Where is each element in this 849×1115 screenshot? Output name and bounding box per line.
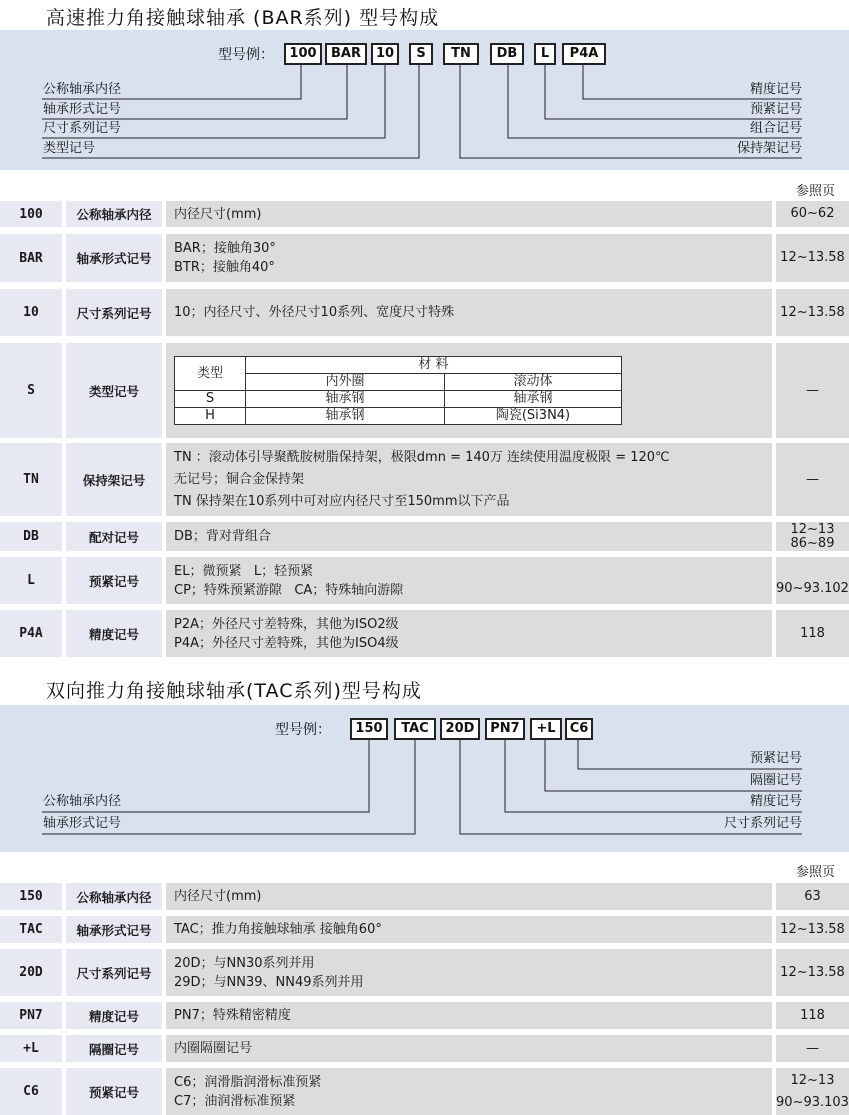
row-desc: 内径尺寸(mm)	[166, 883, 772, 910]
table-row	[0, 610, 849, 657]
mat-inner-outer: 轴承钢	[246, 391, 445, 408]
row-code: L	[0, 557, 62, 604]
row-desc: C6；润滑脂润滑标准预紧 C7；油润滑标准预紧	[166, 1068, 772, 1115]
table-row	[0, 557, 849, 604]
code-box: 100	[284, 43, 322, 65]
table-row	[0, 289, 849, 336]
row-name: 类型记号	[66, 343, 162, 438]
left-label: 公称轴承内径	[43, 82, 122, 97]
mat-inner-outer: 轴承钢	[246, 408, 445, 425]
row-ref: 118	[776, 610, 849, 657]
mat-type: S	[175, 391, 246, 408]
code-box: +L	[530, 718, 562, 740]
row-name: 精度记号	[66, 610, 162, 657]
code-box: 10	[371, 43, 399, 65]
row-desc	[166, 343, 772, 438]
code-box: BAR	[325, 43, 367, 65]
code-box: P4A	[562, 43, 606, 65]
row-ref: 12~13.58	[776, 234, 849, 282]
table-row	[0, 1068, 849, 1115]
mat-type: H	[175, 408, 246, 425]
right-label: 尺寸系列记号	[723, 816, 802, 831]
row-ref: 12~13.58	[776, 289, 849, 336]
tac-section-title: 双向推力角接触球轴承(TAC系列)型号构成	[46, 680, 422, 702]
row-code: 100	[0, 201, 62, 227]
example-label: 型号例：	[275, 722, 331, 738]
mat-rolling: 轴承钢	[445, 391, 622, 408]
code-box: L	[534, 43, 556, 65]
row-desc: DB；背对背组合	[166, 522, 772, 551]
row-name: 轴承形式记号	[66, 234, 162, 282]
row-desc: 内圈隔圈记号	[166, 1035, 772, 1062]
row-code: BAR	[0, 234, 62, 282]
row-ref: —	[776, 443, 849, 516]
row-name: 配对记号	[66, 522, 162, 551]
row-ref: —	[776, 343, 849, 438]
row-ref: 12~13 86~89	[776, 522, 849, 551]
right-label: 隔圈记号	[749, 773, 802, 788]
material-table	[174, 356, 622, 425]
left-label: 轴承形式记号	[43, 816, 122, 831]
row-desc: 20D；与NN30系列并用 29D；与NN39、NN49系列并用	[166, 949, 772, 996]
left-label: 尺寸系列记号	[43, 121, 122, 136]
ref-page-header: 参照页	[795, 184, 835, 199]
right-label: 精度记号	[749, 794, 802, 809]
code-box: S	[409, 43, 433, 65]
row-desc: P2A；外径尺寸差特殊，其他为ISO2级 P4A；外径尺寸差特殊，其他为ISO4级	[166, 610, 772, 657]
right-label: 组合记号	[749, 121, 802, 136]
bar-section-title: 高速推力角接触球轴承 (BAR系列) 型号构成	[46, 7, 440, 29]
row-name: 轴承形式记号	[66, 916, 162, 943]
row-ref: 118	[776, 1002, 849, 1029]
row-name: 公称轴承内径	[66, 201, 162, 227]
row-name: 预紧记号	[66, 1068, 162, 1115]
table-row	[0, 1035, 849, 1062]
table-row	[0, 522, 849, 551]
ref-page-header: 参照页	[795, 865, 835, 880]
row-code: C6	[0, 1068, 62, 1115]
table-row	[0, 201, 849, 227]
row-name: 保持架记号	[66, 443, 162, 516]
table-row	[0, 916, 849, 943]
table-row	[0, 1002, 849, 1029]
table-row	[0, 883, 849, 910]
row-name: 尺寸系列记号	[66, 289, 162, 336]
table-row	[0, 949, 849, 996]
mat-rolling-header: 滚动体	[445, 374, 622, 391]
row-desc: TAC；推力角接触球轴承 接触角60°	[166, 916, 772, 943]
row-ref: 12~13.58	[776, 949, 849, 996]
right-label: 精度记号	[749, 82, 802, 97]
row-code: TAC	[0, 916, 62, 943]
row-desc: BAR；接触角30° BTR；接触角40°	[166, 234, 772, 282]
row-desc: PN7；特殊精密精度	[166, 1002, 772, 1029]
row-code: 10	[0, 289, 62, 336]
mat-rolling: 陶瓷(Si3N4)	[445, 408, 622, 425]
mat-type-header: 类型	[175, 357, 246, 391]
code-box: 20D	[440, 718, 480, 740]
row-code: PN7	[0, 1002, 62, 1029]
left-label: 类型记号	[43, 141, 96, 156]
table-row	[0, 443, 849, 516]
row-ref: 12~13.58	[776, 916, 849, 943]
row-ref: —	[776, 1035, 849, 1062]
code-box: TAC	[394, 718, 436, 740]
row-name: 预紧记号	[66, 557, 162, 604]
code-box: 150	[350, 718, 388, 740]
row-ref: 12~13 90~93.103	[776, 1068, 849, 1115]
right-label: 保持架记号	[736, 141, 802, 156]
left-label: 公称轴承内径	[43, 794, 122, 809]
left-label: 轴承形式记号	[43, 102, 122, 117]
example-label: 型号例：	[218, 47, 274, 63]
row-desc: EL；微预紧 L；轻预紧 CP；特殊预紧游隙 CA；特殊轴向游隙	[166, 557, 772, 604]
code-box: TN	[443, 43, 479, 65]
tac-code-diagram	[0, 705, 849, 852]
mat-inner-outer-header: 内外圈	[246, 374, 445, 391]
row-code: 20D	[0, 949, 62, 996]
row-code: P4A	[0, 610, 62, 657]
row-desc: TN ：滚动体引导聚酰胺树脂保持架，极限dmn = 140万 连续使用温度极限 = 120℃ 无记号；铜合金保持架 TN 保持架在10系列中可对应内径尺寸至150mm以下产品	[166, 443, 772, 516]
right-label: 预紧记号	[749, 102, 802, 117]
right-label: 预紧记号	[749, 751, 802, 766]
mat-material-header: 材 料	[246, 357, 622, 374]
code-box: C6	[565, 718, 593, 740]
table-row	[0, 234, 849, 282]
table-row	[0, 343, 849, 438]
row-code: S	[0, 343, 62, 438]
row-code: 150	[0, 883, 62, 910]
code-box: PN7	[485, 718, 525, 740]
row-ref: 63	[776, 883, 849, 910]
row-name: 尺寸系列记号	[66, 949, 162, 996]
row-ref: 90~93.102	[776, 557, 849, 604]
row-name: 公称轴承内径	[66, 883, 162, 910]
row-code: TN	[0, 443, 62, 516]
row-code: +L	[0, 1035, 62, 1062]
row-desc: 10；内径尺寸、外径尺寸10系列、宽度尺寸特殊	[166, 289, 772, 336]
row-ref: 60~62	[776, 201, 849, 227]
row-name: 隔圈记号	[66, 1035, 162, 1062]
row-desc: 内径尺寸(mm)	[166, 201, 772, 227]
code-box: DB	[490, 43, 524, 65]
row-name: 精度记号	[66, 1002, 162, 1029]
row-code: DB	[0, 522, 62, 551]
bar-code-diagram	[0, 30, 849, 170]
